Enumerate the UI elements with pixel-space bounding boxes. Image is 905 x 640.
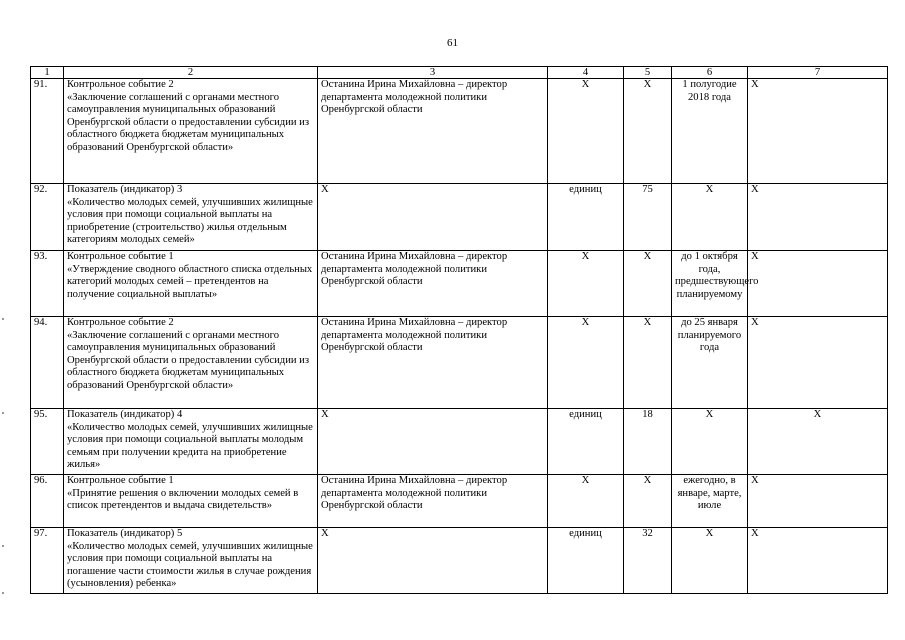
header-col-5: 5	[624, 67, 672, 79]
header-col-1: 1	[31, 67, 64, 79]
responsible-cell: Останина Ирина Михайловна – директор департамента молодежной политики Оренбургской области	[318, 251, 548, 317]
event-title: Показатель (индикатор) 4	[67, 409, 183, 420]
event-description: «Заключение соглашений с органами местного самоуправления муниципальных образований Оренбургской области о предоставлении субсидии из областного бюджета бюджетам муниципальных образований Оренбургской области»	[67, 329, 310, 391]
responsible-cell: Останина Ирина Михайловна – директор департамента молодежной политики Оренбургской области	[318, 79, 548, 184]
event-cell	[64, 251, 318, 317]
table-row	[31, 409, 888, 475]
col7-cell: Х	[748, 475, 888, 528]
event-cell	[64, 528, 318, 594]
value-cell: 32	[624, 528, 672, 594]
col7-cell: Х	[748, 79, 888, 184]
table-row	[31, 79, 888, 184]
event-title: Контрольное событие 2	[67, 79, 174, 90]
responsible-cell: Х	[318, 409, 548, 475]
term-cell: Х	[672, 184, 748, 251]
responsible-cell: Х	[318, 528, 548, 594]
unit-cell: единиц	[548, 528, 624, 594]
value-cell: Х	[624, 317, 672, 409]
header-col-3: 3	[318, 67, 548, 79]
responsible-cell: Останина Ирина Михайловна – директор департамента молодежной политики Оренбургской области	[318, 475, 548, 528]
table-row	[31, 317, 888, 409]
unit-cell: Х	[548, 251, 624, 317]
event-title: Контрольное событие 1	[67, 475, 174, 486]
scan-mark	[2, 412, 4, 414]
row-number: 94.	[31, 317, 64, 409]
event-title: Показатель (индикатор) 3	[67, 184, 183, 195]
unit-cell: Х	[548, 79, 624, 184]
term-cell: ежегодно, в январе, марте, июле	[672, 475, 748, 528]
event-title: Контрольное событие 1	[67, 251, 174, 262]
event-title: Показатель (индикатор) 5	[67, 528, 183, 539]
term-cell: до 1 октября года, предшествующего планируемому	[672, 251, 748, 317]
event-cell	[64, 317, 318, 409]
table-row	[31, 528, 888, 594]
row-number: 91.	[31, 79, 64, 184]
value-cell: 18	[624, 409, 672, 475]
scan-mark	[2, 318, 4, 320]
term-cell: до 25 января планируемого года	[672, 317, 748, 409]
page-number: 61	[447, 37, 458, 49]
col7-cell: Х	[748, 409, 888, 475]
event-description: «Заключение соглашений с органами местного самоуправления муниципальных образований Оренбургской области о предоставлении субсидии из областного бюджета бюджетам муниципальных образований Оренбургской области»	[67, 91, 310, 153]
value-cell: 75	[624, 184, 672, 251]
responsible-cell: Останина Ирина Михайловна – директор департамента молодежной политики Оренбургской области	[318, 317, 548, 409]
header-row	[31, 67, 888, 79]
event-description: «Принятие решения о включении молодых семей в список претендентов и выдача свидетельств»	[67, 487, 299, 512]
row-number: 96.	[31, 475, 64, 528]
term-cell: 1 полугодие 2018 года	[672, 79, 748, 184]
value-cell: Х	[624, 251, 672, 317]
event-cell	[64, 409, 318, 475]
value-cell: Х	[624, 79, 672, 184]
table-row	[31, 184, 888, 251]
event-description: «Количество молодых семей, улучшивших жилищные условия при помощи социальной выплаты на приобретение (строительство) жилья отдельным категориям молодых семей»	[67, 196, 313, 246]
value-cell: Х	[624, 475, 672, 528]
term-cell: Х	[672, 528, 748, 594]
event-title: Контрольное событие 2	[67, 317, 174, 328]
row-number: 92.	[31, 184, 64, 251]
unit-cell: Х	[548, 475, 624, 528]
table-row	[31, 475, 888, 528]
event-cell	[64, 184, 318, 251]
event-description: «Утверждение сводного областного списка отдельных категорий молодых семей – претендентов на получение социальной выплаты»	[67, 263, 313, 300]
event-description: «Количество молодых семей, улучшивших жилищные условия при помощи социальной выплаты молодым семьям при получении кредита на приобретение жилья»	[67, 421, 313, 471]
scan-mark	[2, 545, 4, 547]
row-number: 97.	[31, 528, 64, 594]
row-number: 95.	[31, 409, 64, 475]
header-col-6: 6	[672, 67, 748, 79]
col7-cell: Х	[748, 528, 888, 594]
plan-table	[30, 66, 888, 594]
scan-mark	[2, 592, 4, 594]
unit-cell: Х	[548, 317, 624, 409]
unit-cell: единиц	[548, 409, 624, 475]
col7-cell: Х	[748, 251, 888, 317]
event-description: «Количество молодых семей, улучшивших жилищные условия при помощи социальной выплаты на погашение части стоимости жилья в случае рождения (усыновления) ребенка»	[67, 540, 313, 590]
event-cell	[64, 475, 318, 528]
term-cell: Х	[672, 409, 748, 475]
header-col-2: 2	[64, 67, 318, 79]
responsible-cell: Х	[318, 184, 548, 251]
table-row	[31, 251, 888, 317]
event-cell	[64, 79, 318, 184]
unit-cell: единиц	[548, 184, 624, 251]
col7-cell: Х	[748, 184, 888, 251]
row-number: 93.	[31, 251, 64, 317]
header-col-7: 7	[748, 67, 888, 79]
header-col-4: 4	[548, 67, 624, 79]
col7-cell: Х	[748, 317, 888, 409]
